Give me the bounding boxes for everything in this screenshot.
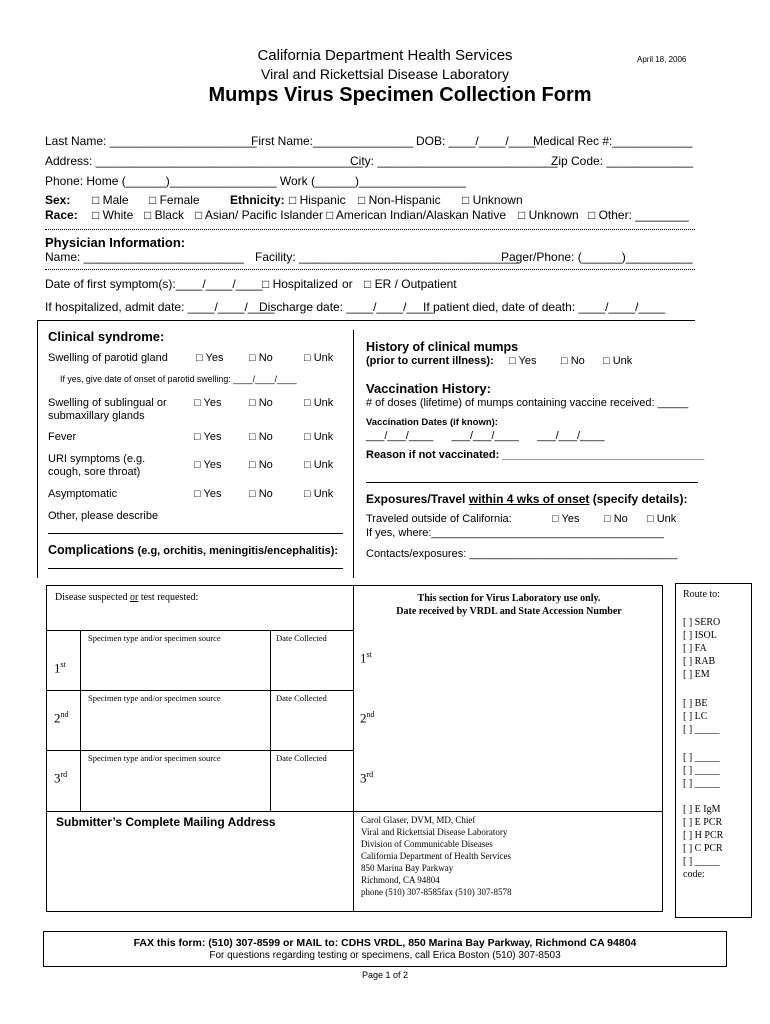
disease-suspected-label: Disease suspected or test requested: [55,592,199,603]
divider [45,269,695,270]
last-name-field[interactable]: Last Name: ______________________ [45,134,257,148]
sublingual-unk-checkbox[interactable]: □ Unk [304,397,334,409]
reason-line[interactable] [366,482,698,483]
zip-field[interactable]: Zip Code: _____________ [551,154,694,168]
fever-unk-checkbox[interactable]: □ Unk [304,431,334,443]
where-field[interactable]: If yes, where:______________________________________ [366,527,664,539]
route-group-1[interactable] [683,616,720,681]
complications-label: Complications (e.g, orchitis, meningitis/encephalitis): [48,543,339,557]
specimen-row-border [46,750,353,751]
race-asian-checkbox[interactable]: □ Asian/ Pacific Islander [195,208,323,222]
history-unk-checkbox[interactable]: □ Unk [603,355,633,367]
route-blank-checkbox[interactable]: [ ] _____ [683,765,720,776]
route-blank-checkbox[interactable]: [ ] _____ [683,752,720,763]
vaccination-dates-fields[interactable]: ___/___/____ ___/___/____ ___/___/____ [366,430,605,442]
first-symptom-date-field[interactable]: Date of first symptom(s):____/____/____ [45,277,263,291]
parotid-label: Swelling of parotid gland [48,352,168,364]
traveled-label: Traveled outside of California: [366,513,512,525]
route-sero-checkbox[interactable]: [ ] SERO [683,617,721,628]
specimen-type-label-3: Specimen type and/or specimen source [88,753,221,763]
admit-date-field[interactable]: If hospitalized, admit date: ____/____/____ [45,300,275,314]
race-white-checkbox[interactable]: □ White [92,208,134,222]
route-e-pcr-checkbox[interactable]: [ ] E PCR [683,817,723,828]
clinical-top-border [37,320,695,321]
specimen-1st-label: 1st [54,660,66,676]
specimen-row-border [46,630,353,631]
lab-1st-label: 1st [360,650,372,666]
facility-field[interactable]: Facility: _________________________________ [255,250,520,264]
city-field[interactable]: City: ___________________________ [350,154,558,168]
route-e-igm-checkbox[interactable]: [ ] E IgM [683,804,721,815]
specimen-type-label-1: Specimen type and/or specimen source [88,633,221,643]
race-black-checkbox[interactable]: □ Black [144,208,184,222]
asymptomatic-yes-checkbox[interactable]: □ Yes [194,488,222,500]
route-rab-checkbox[interactable]: [ ] RAB [683,656,716,667]
route-blank-checkbox[interactable]: [ ] _____ [683,778,720,789]
asymptomatic-no-checkbox[interactable]: □ No [249,488,273,500]
physician-heading: Physician Information: [45,235,186,250]
specimen-table-bottom-row [46,811,663,812]
vaccination-heading: Vaccination History: [366,381,491,396]
date-collected-label-1: Date Collected [276,633,327,643]
header-lab: Viral and Rickettsial Disease Laboratory [261,66,509,82]
history-sub-label: (prior to current illness): [366,355,494,367]
vrdl-address-block: Carol Glaser, DVM, MD, Chief Viral and Rickettsial Disease Laboratory Division of Communicable Diseases California Department of Health Services 850 Marina Bay Parkway Richmond, CA 94804 phone (510) 307-8585fax (510) 307-8578 [361,815,512,897]
route-c-pcr-checkbox[interactable]: [ ] C PCR [683,843,723,854]
page-number: Page 1 of 2 [361,970,409,980]
divider [45,229,695,230]
sublingual-no-checkbox[interactable]: □ No [249,397,273,409]
uri-label: URI symptoms (e.g. cough, sore throat) [48,453,146,478]
ethnicity-unknown-checkbox[interactable]: □ Unknown [462,193,523,207]
route-lc-checkbox[interactable]: [ ] LC [683,711,708,722]
address-field[interactable]: Address: ________________________________________ [45,154,363,168]
asymptomatic-unk-checkbox[interactable]: □ Unk [304,488,334,500]
clinical-left-border [37,320,38,578]
physician-name-field[interactable]: Name: ________________________ [45,250,244,264]
clinical-heading: Clinical syndrome: [48,329,165,344]
medical-rec-field[interactable]: Medical Rec #:____________ [533,134,693,148]
route-blank-checkbox[interactable]: [ ] _____ [683,856,720,867]
route-code-label: code: [683,869,705,880]
ethnicity-non-hispanic-checkbox[interactable]: □ Non-Hispanic [358,193,441,207]
reason-label: Reason if not vaccinated: _________________________________ [366,449,705,461]
first-name-field[interactable]: First Name:_______________ [251,134,414,148]
phone-field[interactable]: Phone: Home (______)________________ Work (______)________________ [45,174,466,188]
or-label: or [342,277,353,291]
header-dept: California Department Health Services [257,47,513,64]
route-be-checkbox[interactable]: [ ] BE [683,698,708,709]
parotid-no-checkbox[interactable]: □ No [249,352,273,364]
date-collected-label-2: Date Collected [276,693,327,703]
route-em-checkbox[interactable]: [ ] EM [683,669,710,680]
contacts-field[interactable]: Contacts/exposures: __________________________________ [366,548,678,560]
history-no-checkbox[interactable]: □ No [561,355,585,367]
hospitalized-checkbox[interactable]: □ Hospitalized [262,277,338,291]
fever-no-checkbox[interactable]: □ No [249,431,273,443]
uri-no-checkbox[interactable]: □ No [249,459,273,471]
other-describe-line[interactable] [48,533,343,534]
pager-field[interactable]: Pager/Phone: (______)__________ [501,250,693,264]
parotid-unk-checkbox[interactable]: □ Unk [304,352,334,364]
doses-field[interactable]: # of doses (lifetime) of mumps containing vaccine received: _____ [366,397,689,409]
er-outpatient-checkbox[interactable]: □ ER / Outpatient [364,277,457,291]
specimen-row-border [46,690,353,691]
lab-2nd-label: 2nd [360,710,375,726]
lab-use-heading: This section for Virus Laboratory use only. Date received by VRDL and State Accession Number [396,593,622,617]
route-isol-checkbox[interactable]: [ ] ISOL [683,630,717,641]
specimen-date-divider [270,630,271,811]
form-title: Mumps Virus Specimen Collection Form [208,84,592,106]
other-describe-label: Other, please describe [48,510,159,522]
route-fa-checkbox[interactable]: [ ] FA [683,643,707,654]
specimen-ord-divider [80,630,81,811]
specimen-table-divider [353,585,354,912]
mailing-address-label: Submitter’s Complete Mailing Address [56,815,276,829]
lab-3rd-label: 3rd [360,770,374,786]
asymptomatic-label: Asymptomatic [48,488,118,500]
sex-male-checkbox[interactable]: □ Male [92,193,129,207]
history-yes-checkbox[interactable]: □ Yes [509,355,537,367]
specimen-type-label-2: Specimen type and/or specimen source [88,693,221,703]
sublingual-yes-checkbox[interactable]: □ Yes [194,397,222,409]
exposures-heading: Exposures/Travel within 4 wks of onset (specify details): [366,492,688,506]
route-label: Route to: [683,589,720,600]
specimen-2nd-label: 2nd [54,710,69,726]
date-collected-label-3: Date Collected [276,753,327,763]
uri-yes-checkbox[interactable]: □ Yes [194,459,222,471]
fax-instructions: FAX this form: (510) 307-8599 or MAIL to: CDHS VRDL, 850 Marina Bay Parkway, Richmond CA 94804 [133,937,637,949]
traveled-no-checkbox[interactable]: □ No [604,513,628,525]
ethnicity-label: Ethnicity: [230,193,285,207]
vaccination-dates-label: Vaccination Dates (if known): [366,417,498,428]
specimen-3rd-label: 3rd [54,770,68,786]
race-label: Race: [45,208,78,222]
route-blank-checkbox[interactable]: [ ] _____ [683,724,720,735]
parotid-yes-checkbox[interactable]: □ Yes [196,352,224,364]
discharge-date-field[interactable]: Discharge date: ____/____/____ [259,300,434,314]
parotid-onset-field[interactable]: If yes, give date of onset of parotid swelling: ____/____/____ [60,374,297,384]
uri-unk-checkbox[interactable]: □ Unk [304,459,334,471]
route-group-3[interactable] [683,751,720,790]
race-unknown-checkbox[interactable]: □ Unknown [518,208,579,222]
fever-label: Fever [48,431,77,443]
ethnicity-hispanic-checkbox[interactable]: □ Hispanic [289,193,346,207]
sublingual-label: Swelling of sublingual or submaxillary glands [48,397,167,422]
fever-yes-checkbox[interactable]: □ Yes [194,431,222,443]
race-american-indian-checkbox[interactable]: □ American Indian/Alaskan Native [326,208,507,222]
race-other-checkbox[interactable]: □ Other: ________ [588,208,689,222]
route-group-2[interactable] [683,697,720,736]
route-group-4[interactable] [683,803,723,881]
traveled-yes-checkbox[interactable]: □ Yes [552,513,580,525]
dob-field[interactable]: DOB: ____/____/____ [416,134,536,148]
history-heading: History of clinical mumps [366,340,519,354]
sex-label: Sex: [45,193,71,207]
header-date: April 18, 2006 [637,55,687,64]
route-h-pcr-checkbox[interactable]: [ ] H PCR [683,830,724,841]
death-date-field[interactable]: If patient died, date of death: ____/____/____ [423,300,666,314]
column-divider [353,330,354,578]
sex-female-checkbox[interactable]: □ Female [149,193,200,207]
questions-contact: For questions regarding testing or specimens, call Erica Boston (510) 307-8503 [209,950,561,961]
traveled-unk-checkbox[interactable]: □ Unk [647,513,677,525]
complications-line[interactable] [48,568,343,569]
